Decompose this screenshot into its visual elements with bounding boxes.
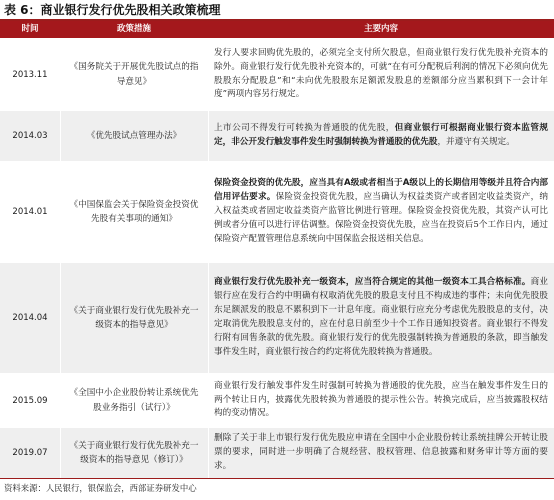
row-policy: 《关于商业银行发行优先股补充一级资本的指导意见（修订）》: [69, 440, 199, 465]
content-emphasis: 但商业银行可根据商业银行资本监管规定，非公开发行触发事件发生时强制转换为普通股的优先股: [214, 123, 548, 147]
content-emphasis: 保险资金投资的优先股，应当具有A级或者相当于A级以上的长期信用等级并且符合内部信用评估要求。: [214, 178, 548, 203]
content-text: 商业银行发行触发事件发生时强制可转换为普通股的优先股，应当在触发事件发生日的两个转让日内，披露优先股转换为普通股的提示性公告。转换完成后，应当披露股权结构的变动情况。: [214, 380, 548, 419]
row-content: [208, 428, 554, 478]
row-content: [208, 373, 554, 428]
row-content: [208, 38, 554, 111]
content-text: 上市公司不得发行可转换为普通股的优先股，: [214, 123, 395, 134]
table-row: [0, 428, 554, 478]
table-title: 表 6：商业银行发行优先股相关政策梳理: [4, 3, 221, 17]
row-policy: 《关于商业银行发行优先股补充一级资本的指导意见》: [69, 305, 199, 330]
row-content: [208, 263, 554, 373]
table-row: [0, 263, 554, 373]
bottom-rule: [0, 478, 554, 479]
row-time: 2014.01: [12, 207, 48, 217]
row-time: 2014.04: [12, 313, 48, 323]
content-text: ，并遵守有关规定。: [437, 137, 515, 147]
row-content: [208, 161, 554, 263]
table-row: [0, 161, 554, 263]
header-content: 主要内容: [363, 24, 398, 34]
header-time: 时间: [21, 24, 39, 34]
content-emphasis: 商业银行发行优先股补充一级资本，应当符合规定的其他一级资本工具合格标准。: [214, 277, 531, 288]
row-policy: 《国务院关于开展优先股试点的指导意见》: [69, 62, 199, 87]
row-time: 2014.03: [12, 131, 48, 141]
table-row: [0, 38, 554, 111]
row-time: 2019.07: [12, 448, 48, 458]
table-header: [0, 21, 554, 38]
row-time: 2015.09: [12, 395, 48, 406]
row-policy: 《全国中小企业股份转让系统优先股业务指引（试行）》: [69, 388, 199, 413]
content-text: 商业银行应在发行合约中明确有权取消优先股的股息支付且不构成违约事件；未向优先股股东足额派发的股息不累积到下一计息年度。商业银行应充分考虑优先股股息的支付，决定取消优先股股息支付的，应在付息日前至少十个工作日通知投资者。商业银行不得发行附有回售条款的优先股。商业银行发行的优先股强制转换为普通股的条款，即当触发事件发生时，商业银行按合约约定将优先股转换为普通股。: [214, 277, 548, 357]
row-content: [208, 111, 554, 161]
table-row: [0, 111, 554, 161]
table-row: [0, 373, 554, 428]
source-note: 资料来源：人民银行，银保监会，西部证券研发中心: [4, 483, 197, 493]
row-policy: 《优先股试点管理办法》: [86, 130, 182, 141]
row-time: 2013.11: [12, 69, 48, 80]
header-policy: 政策措施: [116, 24, 151, 34]
row-policy: 《中国保监会关于保险资金投资优先股有关事项的通知》: [69, 199, 199, 224]
content-text: 保险资金投资优先股，应当确认为权益类资产或者固定收益类资产，纳入权益类或者固定收益类资产监管比例进行管理。保险资金投资优先股，其资产认可比例或者分值可以进行评估调整。保险资金投资优先股，应当在投资后5个工作日内，通过保险资产配置管理信息系统向中国保监会报送相关信息。: [214, 192, 548, 244]
content-text: 发行人要求回购优先股的，必须完全支付所欠股息，但商业银行发行优先股补充资本的除外。商业银行发行优先股补充资本的，可就“在有可分配税后利润的情况下必须向优先股股东分配股息”和“未向优先股股东足额派发股息的差额部分应当累积到下一会计年度”两项内容另行规定。: [214, 47, 548, 100]
content-text: 删除了关于非上市银行发行优先股应申请在全国中小企业股份转让系统挂牌公开转让股票的要求，同时进一步明确了合规经营、股权管理、信息披露和财务审计等方面的要求。: [214, 433, 548, 471]
